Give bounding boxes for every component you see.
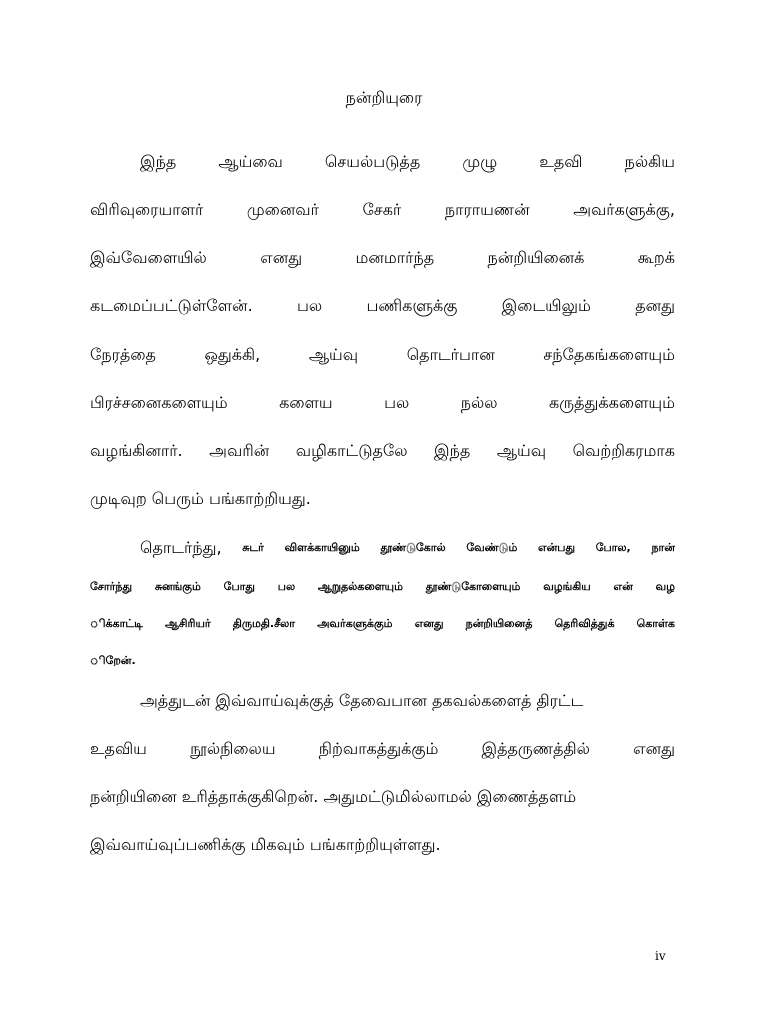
word: முழு: [462, 152, 498, 171]
word: போது: [223, 580, 255, 593]
word: அவரின்: [209, 441, 270, 460]
word: நாராயணன்: [444, 200, 530, 219]
word: பல: [277, 580, 296, 593]
paragraph2-line: [90, 578, 675, 596]
word: வழங்கிய: [543, 580, 591, 593]
word: போல,: [595, 541, 631, 554]
word: தூண்டுகோல்: [380, 541, 446, 554]
word: ிக்காட்டி: [90, 617, 143, 630]
word: வழ: [655, 580, 675, 593]
paragraph1-line: [90, 487, 675, 511]
paragraph3-line: [90, 737, 675, 761]
word: எனது: [414, 617, 444, 630]
word: வேண்டும்: [466, 541, 518, 554]
word: சோர்ந்து: [90, 580, 132, 593]
word: ஒதுக்கி,: [204, 345, 261, 364]
word: கடமைப்பட்டுள்ளேன்.: [90, 296, 253, 315]
word: இவ்வாய்வுப்பணிக்கு மிகவும் பங்காற்றியுள்ளது.: [90, 835, 441, 854]
paragraph2-line: [90, 615, 675, 633]
paragraph1-line: [90, 343, 675, 367]
word: வழங்கினார்.: [90, 441, 183, 460]
word: பல: [384, 393, 410, 412]
word: தனது: [635, 296, 675, 315]
word: கொள்க: [636, 617, 675, 630]
word: முடிவுற பெரும் பங்காற்றியது.: [90, 489, 311, 508]
word: ஆய்வு: [496, 441, 547, 460]
word: சுனங்கும்: [154, 580, 201, 593]
word: ஆய்வு: [308, 345, 359, 364]
word: மனமார்ந்த: [355, 248, 435, 267]
paragraph1-line: [90, 246, 675, 270]
word: அத்துடன் இவ்வாய்வுக்குத் தேவைபான தகவல்களைத் திரட்ட: [140, 691, 584, 710]
word: இடையிலும்: [501, 296, 591, 315]
word: களைய: [279, 393, 333, 412]
word: செயல்படுத்த: [324, 152, 421, 171]
word: நன்றியினைத்: [465, 617, 533, 630]
word: ஆசிரியர்: [165, 617, 211, 630]
word: தொடர்பான: [406, 345, 495, 364]
word: அவர்களுக்கு,: [573, 200, 675, 219]
word: உதவி: [539, 152, 583, 171]
word: எனது: [260, 248, 303, 267]
word: நூல்நிலைய: [190, 739, 276, 758]
word: ஆறுதல்களையும்: [317, 580, 403, 593]
word: நல்ல: [460, 393, 498, 412]
page-title: நன்றியுரை: [345, 88, 423, 107]
word: எனது: [633, 739, 675, 758]
paragraph2-line: [90, 539, 675, 557]
paragraph1-line: [90, 198, 675, 222]
word: கருத்துக்களையும்: [549, 393, 675, 412]
word: முனைவர்: [246, 200, 319, 219]
paragraph2-line: [90, 652, 675, 670]
word: இந்த: [140, 152, 177, 171]
word: ிறேன்.: [90, 654, 136, 667]
paragraph1-line: [90, 150, 675, 174]
word: பிரச்சனைகளையும்: [90, 393, 228, 412]
paragraph1-line: [90, 391, 675, 415]
word: சுடர்: [242, 541, 264, 554]
word: திருமதி.சீலா: [232, 617, 296, 630]
paragraph3-line: [90, 689, 675, 713]
word: வழிகாட்டுதலே: [295, 441, 408, 460]
word: இத்தருணத்தில்: [481, 739, 590, 758]
word: என்பது: [538, 541, 575, 554]
word: கூறக்: [637, 248, 675, 267]
paragraph3-line: [90, 833, 675, 857]
word: விரிவுரையாளர்: [90, 200, 204, 219]
word: இவ்வேளையில்: [90, 248, 207, 267]
word: சேகர்: [362, 200, 402, 219]
paragraph3-line: [90, 785, 675, 809]
paragraph1-line: [90, 439, 675, 463]
word: வெற்றிகரமாக: [572, 441, 675, 460]
word: சந்தேகங்களையும்: [543, 345, 675, 364]
word: உதவிய: [90, 739, 147, 758]
word: பல: [296, 296, 323, 315]
word: நன்றியினைக்: [487, 248, 585, 267]
page-number: iv: [655, 949, 666, 963]
word: தெரிவித்துக்: [554, 617, 615, 630]
word: நேரத்தை: [90, 345, 156, 364]
word: தூண்டுகோளையும்: [425, 580, 521, 593]
word: நன்றியினை உரித்தாக்குகிறென். அதுமட்டுமில்லாமல் இணைத்தளம்: [90, 787, 577, 806]
word: நல்கிய: [624, 152, 675, 171]
word: அவர்களுக்கும்: [317, 617, 393, 630]
word: ஆய்வை: [218, 152, 283, 171]
word: நான்: [651, 541, 675, 554]
word: என்: [613, 580, 633, 593]
word: இந்த: [434, 441, 471, 460]
paragraph1-line: [90, 294, 675, 318]
word: தொடர்ந்து,: [140, 538, 222, 557]
word: நிற்வாகத்துக்கும்: [318, 739, 439, 758]
word: பணிகளுக்கு: [366, 296, 458, 315]
word: விளக்காயினும்: [284, 541, 360, 554]
